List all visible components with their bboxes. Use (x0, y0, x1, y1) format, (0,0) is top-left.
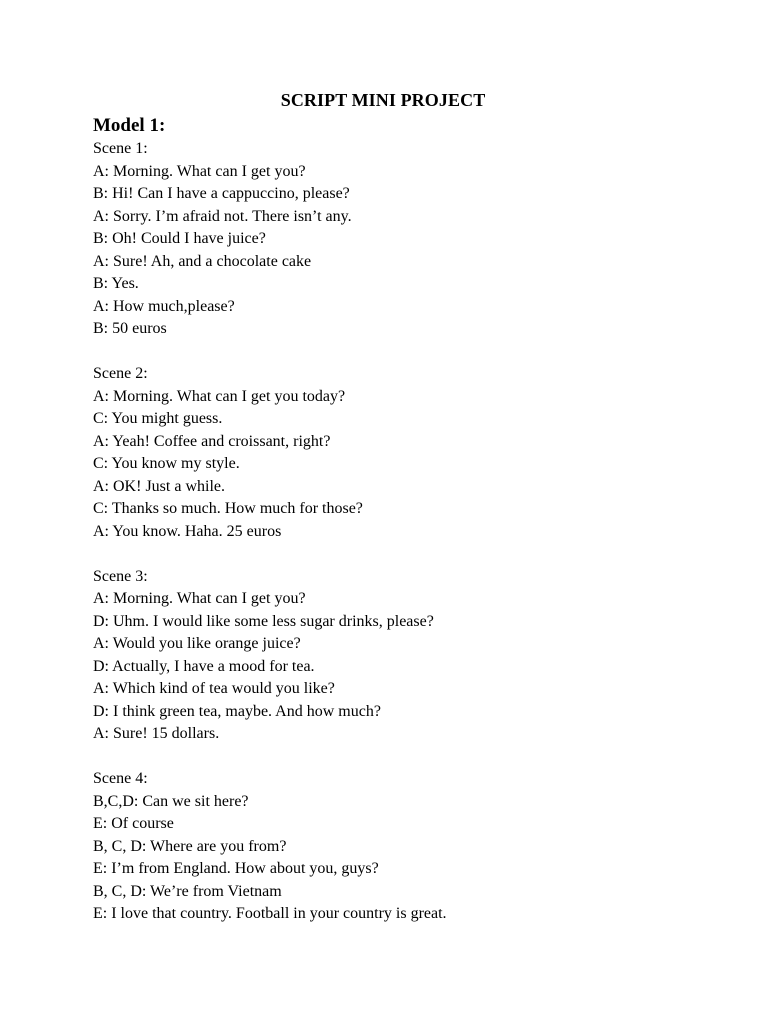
dialogue-line: B: Hi! Can I have a cappuccino, please? (93, 185, 350, 202)
dialogue-line: A: OK! Just a while. (93, 477, 225, 495)
dialogue-line: A: Sorry. I’m afraid not. There isn’t any. (93, 207, 352, 225)
dialogue-line: D: Uhm. I would like some less sugar drinks, please? (93, 612, 434, 630)
scene-title: Scene 1: (93, 140, 148, 157)
dialogue-line: B,C,D: Can we sit here? (93, 792, 249, 810)
dialogue-line: C: You know my style. (93, 455, 240, 472)
dialogue-line: E: Of course (93, 815, 174, 832)
dialogue-line: E: I’m from England. How about you, guys? (93, 860, 379, 877)
dialogue-line: A: How much,please? (93, 297, 235, 315)
script-content (93, 138, 733, 948)
dialogue-line: A: Which kind of tea would you like? (93, 680, 335, 697)
dialogue-line: B: Yes. (93, 275, 139, 292)
dialogue-line: B: Oh! Could I have juice? (93, 230, 266, 247)
dialogue-line: C: You might guess. (93, 410, 223, 427)
document-title: SCRIPT MINI PROJECT (280, 90, 486, 110)
scene-title: Scene 2: (93, 365, 148, 382)
dialogue-line: E: I love that country. Football in your country is great. (93, 905, 447, 922)
dialogue-line: C: Thanks so much. How much for those? (93, 500, 363, 517)
dialogue-line: B: 50 euros (93, 320, 167, 337)
dialogue-line: A: Sure! Ah, and a chocolate cake (93, 252, 312, 270)
dialogue-line: A: Yeah! Coffee and croissant, right? (93, 432, 331, 450)
dialogue-line: A: Sure! 15 dollars. (93, 725, 220, 742)
dialogue-line: D: Actually, I have a mood for tea. (93, 657, 315, 675)
dialogue-line: A: Would you like orange juice? (93, 635, 301, 652)
dialogue-line: A: Morning. What can I get you today? (93, 387, 346, 405)
dialogue-line: A: You know. Haha. 25 euros (93, 522, 282, 540)
model-heading: Model 1: (93, 115, 166, 136)
dialogue-line: A: Morning. What can I get you? (93, 590, 306, 607)
scene-title: Scene 3: (93, 567, 148, 585)
scene-2 (93, 363, 733, 543)
scene-title: Scene 4: (93, 770, 148, 787)
dialogue-line: B, C, D: Where are you from? (93, 837, 287, 855)
dialogue-line: D: I think green tea, maybe. And how much? (93, 702, 381, 720)
dialogue-line: B, C, D: We’re from Vietnam (93, 882, 282, 900)
dialogue-line: A: Morning. What can I get you? (93, 162, 306, 180)
scene-1 (93, 138, 733, 341)
scene-3 (93, 566, 733, 746)
scene-4 (93, 768, 733, 926)
